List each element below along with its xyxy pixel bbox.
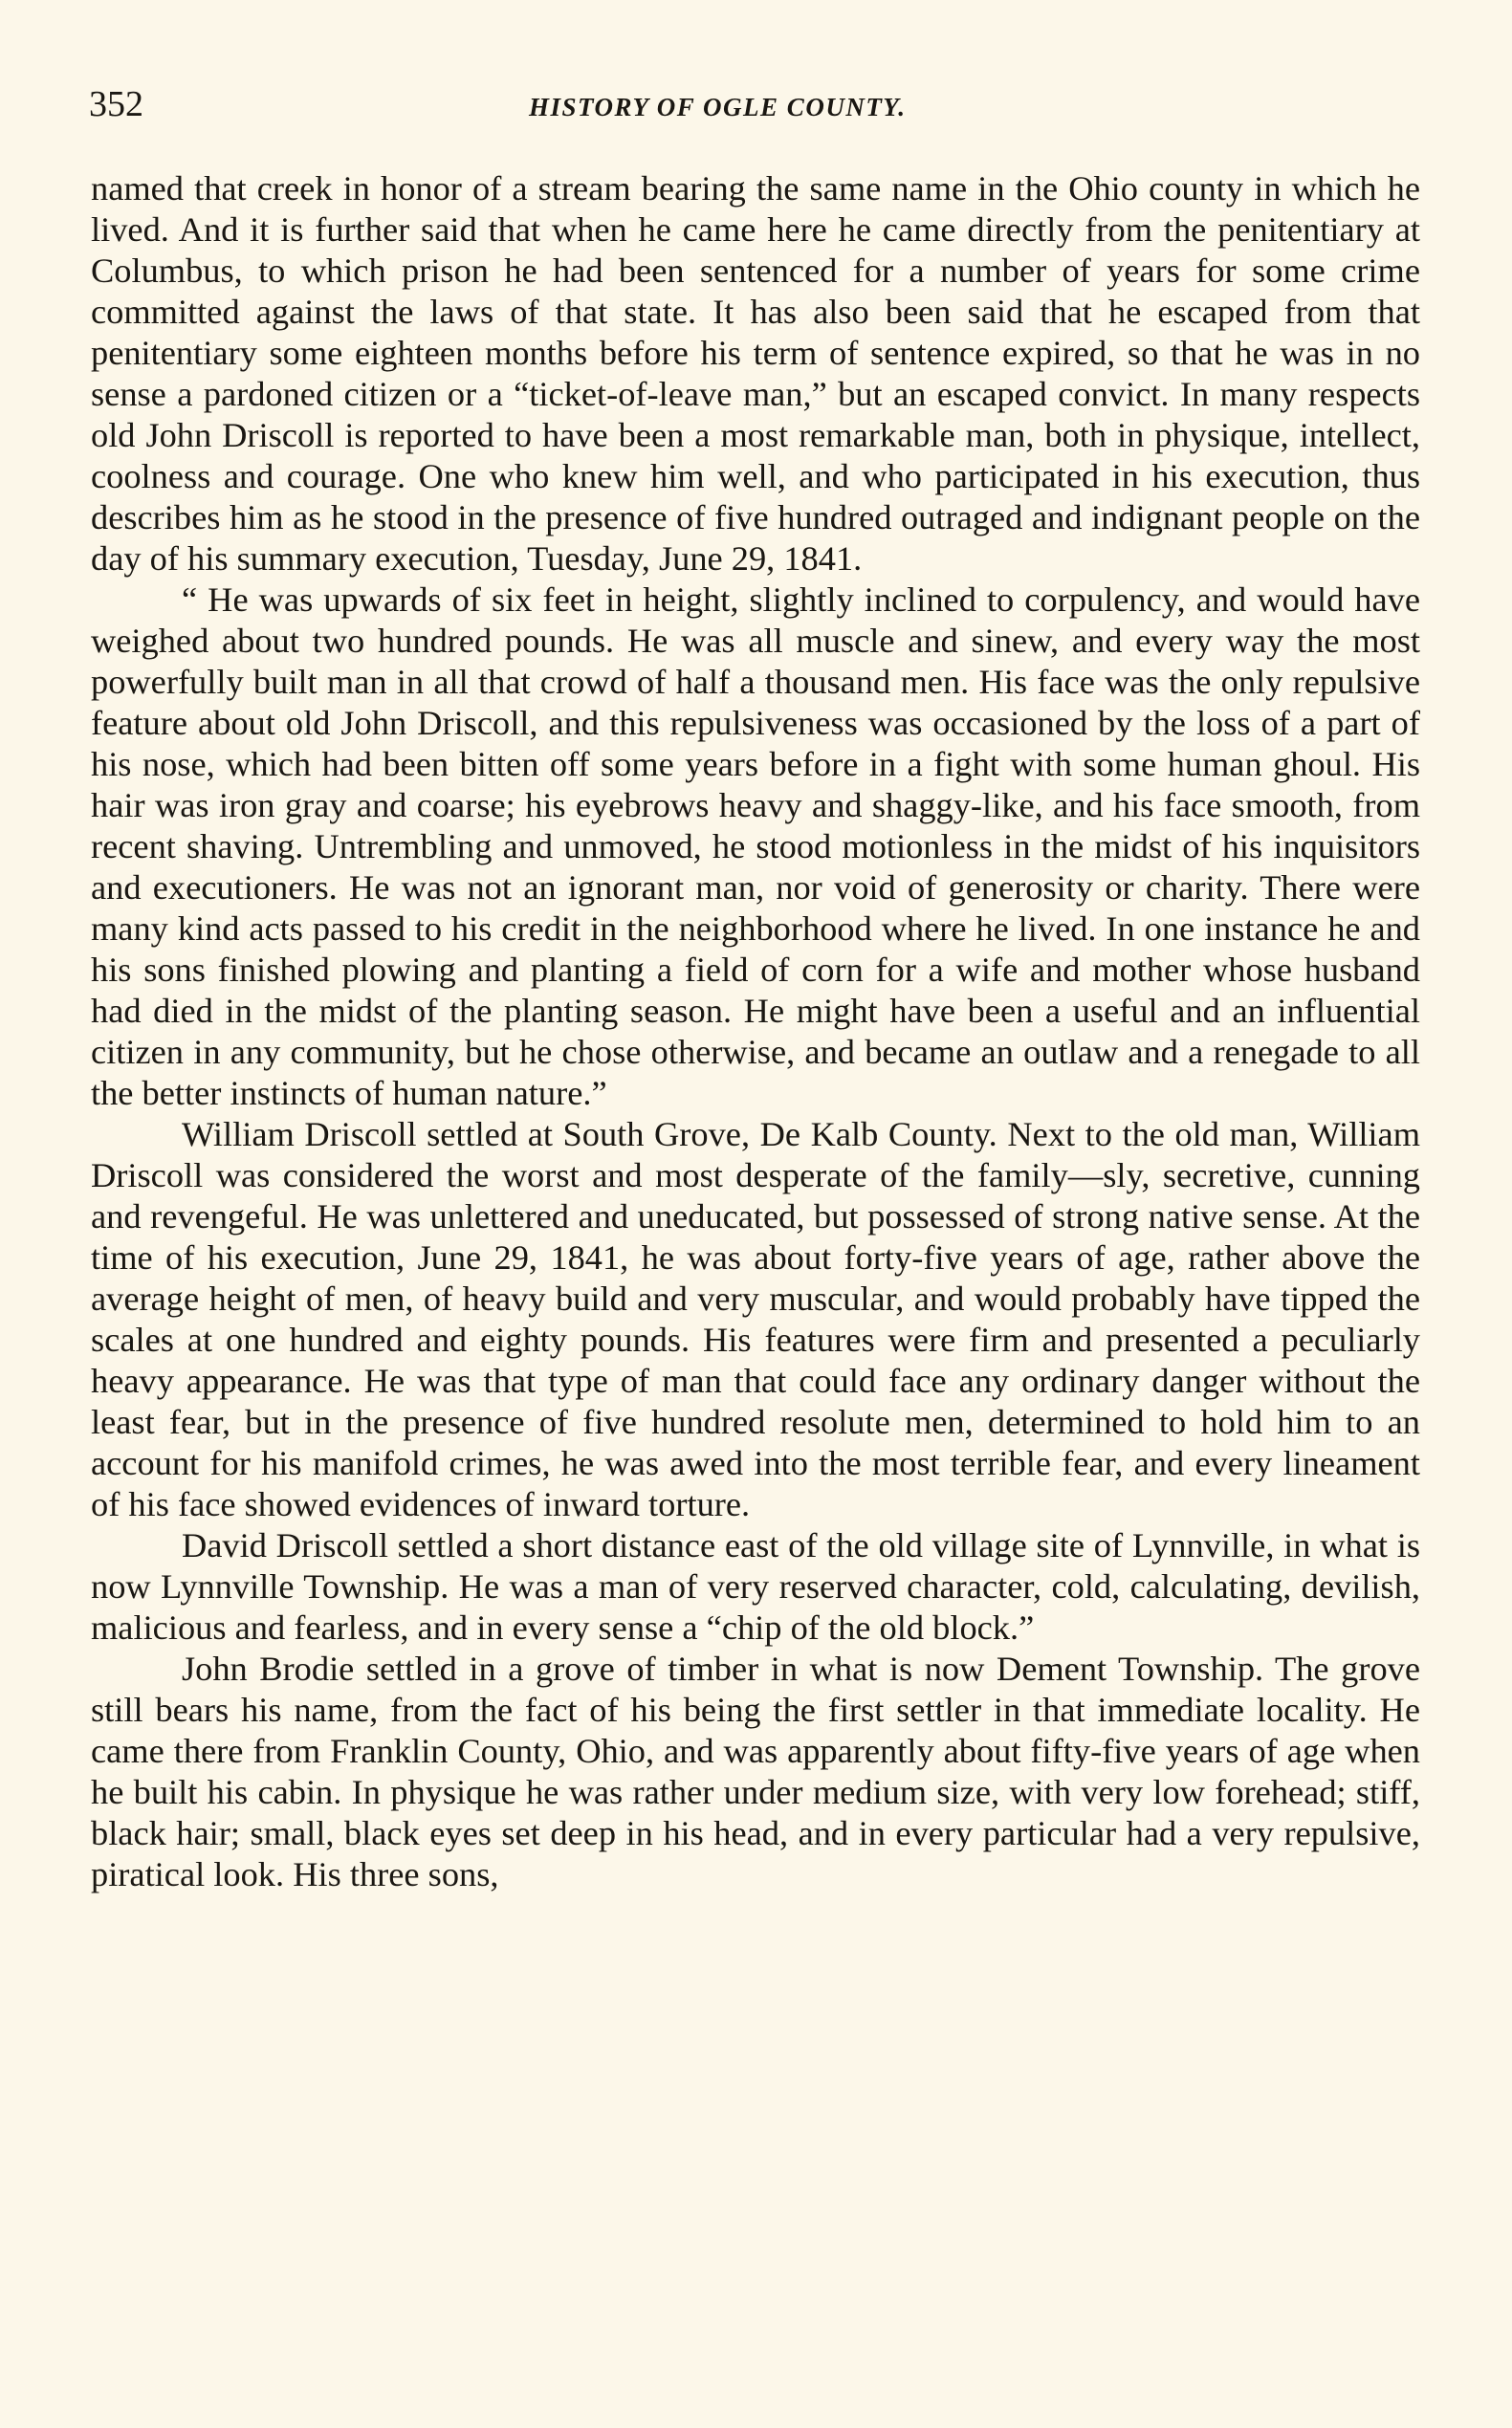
body-text bbox=[91, 168, 1420, 1895]
paragraph-john-brodie: John Brodie settled in a grove of timber in what is now Dement Township. The grove still bears his name, from the fact of his being the first settler in that immediate locality. He came there from Franklin County, Ohio, and was apparently about fifty-five years of age when he built his cabin. In physique he was rather under medium size, with very low forehead; stiff, black hair; small, black eyes set deep in his head, and in every particular had a very repulsive, piratical look. His three sons, bbox=[91, 1650, 1420, 1893]
paragraph-william-driscoll: William Driscoll settled at South Grove, De Kalb County. Next to the old man, William Driscoll was considered the worst and most desperate of the family—sly, secretive, cunning and revengeful. He was unlettered and uneducated, but possessed of strong native sense. At the time of his execution, June 29, 1841, he was about forty-five years of age, rather above the average height of men, of heavy build and very muscular, and would probably have tipped the scales at one hundred and eighty pounds. His features were firm and presented a peculiarly heavy appearance. He was that type of man that could face any ordinary danger without the least fear, but in the presence of five hundred resolute men, determined to hold him to an account for his manifold crimes, he was awed into the most terrible fear, and every lineament of his face showed evidences of inward torture. bbox=[91, 1115, 1420, 1523]
page-header bbox=[89, 80, 1428, 128]
page-number: 352 bbox=[89, 84, 143, 124]
paragraph-quote: “ He was upwards of six feet in height, slightly inclined to corpulency, and would have weighed about two hundred pounds. He was all muscle and sinew, and every way the most powerfully built man in all that crowd of half a thousand men. His face was the only repulsive feature about old John Driscoll, and this repulsiveness was occasioned by the loss of a part of his nose, which had been bitten off some years before in a fight with some human ghoul. His hair was iron gray and coarse; his eyebrows heavy and shaggy-like, and his face smooth, from recent shaving. Untrembling and unmoved, he stood motionless in the midst of his inquisitors and executioners. He was not an ignorant man, nor void of generosity or charity. There were many kind acts passed to his credit in the neighborhood where he lived. In one instance he and his sons finished plowing and planting a field of corn for a wife and mother whose husband had died in the midst of the planting season. He might have been a useful and an influential citizen in any community, but he chose otherwise, and became an outlaw and a renegade to all the better instincts of human nature.” bbox=[91, 580, 1420, 1112]
paragraph-continuation: named that creek in honor of a stream bearing the same name in the Ohio county in which he lived. And it is further said that when he came here he came directly from the penitentiary at Columbus, to which prison he had been sentenced for a number of years for some crime committed against the laws of that state. It has also been said that he escaped from that penitentiary some eighteen months before his term of sentence expired, so that he was in no sense a pardoned citizen or a “ticket-of-leave man,” but an escaped convict. In many respects old John Driscoll is reported to have been a most remarkable man, both in physique, intellect, coolness and courage. One who knew him well, and who participated in his execution, thus describes him as he stood in the presence of five hundred outraged and indignant people on the day of his summary execution, Tuesday, June 29, 1841. bbox=[91, 169, 1420, 578]
running-title: HISTORY OF OGLE COUNTY. bbox=[529, 93, 907, 121]
paragraph-david-driscoll: David Driscoll settled a short distance east of the old village site of Lynnville, in what is now Lynnville Township. He was a man of very reserved character, cold, calculating, devilish, malicious and fearless, and in every sense a “chip of the old block.” bbox=[91, 1526, 1420, 1647]
